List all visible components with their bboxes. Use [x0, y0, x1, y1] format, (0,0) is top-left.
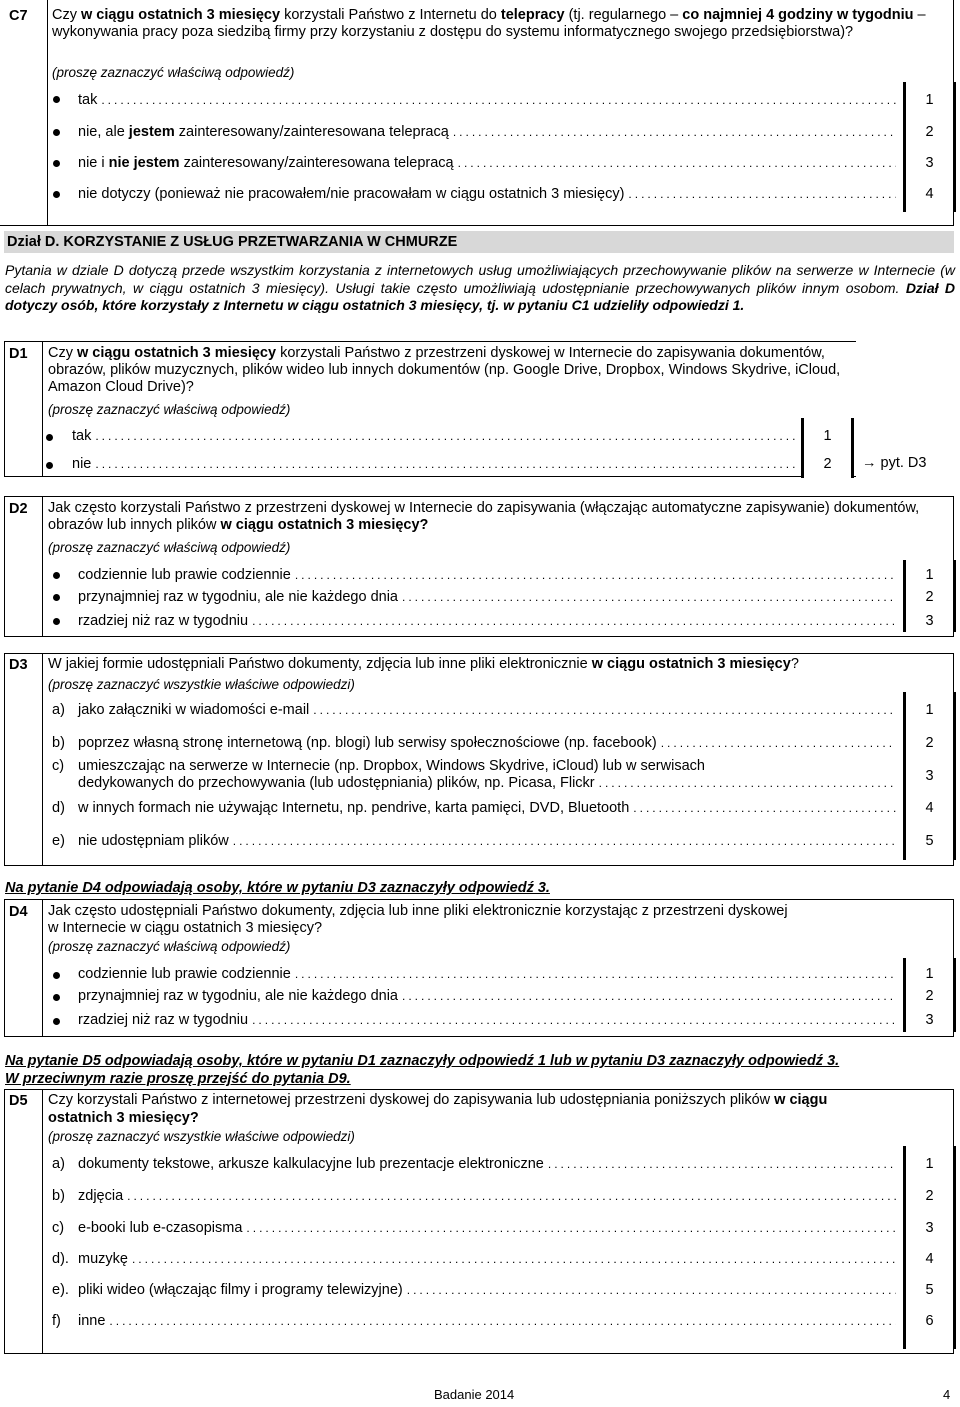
- option-row[interactable]: codziennie lub prawie codziennie .....: [78, 565, 896, 585]
- divider: [4, 1089, 954, 1090]
- divider: [4, 653, 954, 654]
- instruction-note: (proszę zaznaczyć właściwą odpowiedź): [48, 540, 291, 555]
- answer-code[interactable]: 4: [925, 1251, 934, 1267]
- filter-instruction: W przeciwnym razie proszę przejść do pytania D9.: [5, 1071, 351, 1087]
- divider: [4, 653, 5, 866]
- option-row[interactable]: nie i nie jestem zainteresowany/zainteresowana telepracą .....: [78, 153, 896, 173]
- divider: [4, 899, 954, 900]
- option-row[interactable]: d) w innych formach nie używając Internetu, np. pendrive, karta pamięci, DVD, Bluetooth .....: [52, 798, 896, 818]
- option-row[interactable]: nie .....: [72, 454, 796, 474]
- divider: [4, 1036, 954, 1037]
- bullet-icon: [53, 191, 60, 198]
- option-row[interactable]: b) poprzez własną stronę internetową (np. blogi) lub serwisy społecznościowe (np. facebook) .....: [52, 733, 896, 753]
- answer-code[interactable]: 6: [925, 1313, 934, 1329]
- divider: [4, 636, 954, 637]
- divider: [4, 899, 5, 1037]
- answer-code[interactable]: 2: [823, 456, 832, 472]
- question-id: D5: [9, 1093, 28, 1109]
- question-text: Czy korzystali Państwo z internetowej przestrzeni dyskowej do zapisywania lub udostępniania poniższych plików w ciągu: [48, 1092, 828, 1108]
- question-text: w Internecie w ciągu ostatnich 3 miesięcy?: [48, 920, 323, 936]
- answer-code[interactable]: 1: [925, 966, 934, 982]
- skip-instruction: → pyt. D3: [862, 455, 927, 471]
- option-row[interactable]: tak .....: [72, 426, 796, 446]
- question-id: D4: [9, 904, 28, 920]
- divider: [42, 899, 43, 1037]
- question-text: W jakiej formie udostępniali Państwo dokumenty, zdjęcia lub inne pliki elektronicznie w ciągu ostatnich 3 miesięcy?: [48, 656, 799, 672]
- divider: [42, 1089, 43, 1354]
- instruction-note: (proszę zaznaczyć właściwą odpowiedź): [52, 65, 295, 80]
- bullet-icon: [53, 572, 60, 579]
- bullet-icon: [46, 462, 53, 469]
- instruction-note: (proszę zaznaczyć właściwą odpowiedź): [48, 939, 291, 954]
- answer-code[interactable]: 3: [925, 155, 934, 171]
- question-text: Czy w ciągu ostatnich 3 miesięcy korzystali Państwo z przestrzeni dyskowej w Internecie do zapisywania dokumentów, obrazów, plików muzycznych, plików wideo lub innych dokumentów (np. Google Drive, Dropbox, Windows Skydrive, iCloud, Amazon Cloud Drive)?: [48, 345, 841, 395]
- question-id: D2: [9, 501, 28, 517]
- divider: [4, 496, 954, 497]
- answer-code[interactable]: 2: [925, 735, 934, 751]
- divider: [42, 341, 43, 477]
- page-number: 4: [943, 1387, 951, 1402]
- answer-code[interactable]: 4: [925, 800, 934, 816]
- divider: [4, 341, 5, 477]
- divider: [4, 1353, 954, 1354]
- divider: [4, 865, 954, 866]
- option-row[interactable]: dedykowanych do przechowywania (lub udostępniania) plików, np. Picasa, Flickr .....: [78, 773, 896, 793]
- divider: [4, 476, 856, 477]
- footer-label: Badanie 2014: [434, 1387, 515, 1402]
- option-row[interactable]: tak .....: [78, 90, 896, 110]
- divider: [0, 225, 954, 226]
- instruction-note: (proszę zaznaczyć wszystkie właściwe odpowiedzi): [48, 677, 355, 692]
- question-id: D3: [9, 657, 28, 673]
- answer-code[interactable]: 3: [925, 613, 934, 629]
- question-text: Jak często udostępniali Państwo dokumenty, zdjęcia lub inne pliki elektronicznie korzystając z przestrzeni dyskowej: [48, 903, 788, 919]
- option-row[interactable]: rzadziej niż raz w tygodniu .....: [78, 611, 896, 631]
- option-row[interactable]: e) nie udostępniam plików .....: [52, 831, 896, 851]
- option-row[interactable]: nie dotyczy (ponieważ nie pracowałem/nie pracowałam w ciągu ostatnich 3 miesięcy) .....: [78, 184, 896, 204]
- question-text: Jak często korzystali Państwo z przestrzeni dyskowej w Internecie do zapisywania (włączając automatyczne zapisywanie) dokumentów, obrazów lub innych plików w ciągu ostatnich 3 miesięcy?: [48, 500, 920, 533]
- question-text: ostatnich 3 miesięcy?: [48, 1110, 199, 1126]
- option-row[interactable]: przynajmniej raz w tygodniu, ale nie każdego dnia .....: [78, 986, 896, 1006]
- option-row[interactable]: rzadziej niż raz w tygodniu .....: [78, 1010, 896, 1030]
- option-text: c) umieszczając na serwerze w Internecie (np. Dropbox, Windows Skydrive, iCloud) lub w serwisach: [52, 758, 705, 774]
- bullet-icon: [53, 129, 60, 136]
- filter-instruction: Na pytanie D5 odpowiadają osoby, które w pytaniu D1 zaznaczyły odpowiedź 1 lub w pytaniu D3 zaznaczyły odpowiedź 3.: [5, 1053, 840, 1069]
- answer-code[interactable]: 5: [925, 1282, 934, 1298]
- section-title: Dział D. KORZYSTANIE Z USŁUG PRZETWARZANIA W CHMURZE: [7, 234, 458, 250]
- bullet-icon: [53, 96, 60, 103]
- option-row[interactable]: codziennie lub prawie codziennie .....: [78, 964, 896, 984]
- instruction-note: (proszę zaznaczyć właściwą odpowiedź): [48, 402, 291, 417]
- answer-code[interactable]: 1: [925, 92, 934, 108]
- option-row[interactable]: f) inne .....: [52, 1311, 896, 1331]
- bullet-icon: [53, 1018, 60, 1025]
- option-row[interactable]: c) e-booki lub e-czasopisma .....: [52, 1218, 896, 1238]
- option-row[interactable]: e). pliki wideo (włączając filmy i programy telewizyjne) .....: [52, 1280, 896, 1300]
- question-text: Czy w ciągu ostatnich 3 miesięcy korzystali Państwo z Internetu do telepracy (tj. regularnego – co najmniej 4 godziny w tygodniu – wykonywania pracy poza siedzibą firmy przy korzystaniu z dostępu do systemu informatycznego swojego przedsiębiorstwa)?: [52, 7, 926, 40]
- answer-code[interactable]: 1: [925, 702, 934, 718]
- bullet-icon: [53, 160, 60, 167]
- answer-code[interactable]: 1: [925, 567, 934, 583]
- divider: [42, 653, 43, 866]
- divider: [42, 496, 43, 637]
- divider: [4, 1089, 5, 1354]
- option-row[interactable]: b) zdjęcia .....: [52, 1186, 896, 1206]
- option-row[interactable]: przynajmniej raz w tygodniu, ale nie każdego dnia .....: [78, 587, 896, 607]
- answer-code[interactable]: 2: [925, 988, 934, 1004]
- answer-code[interactable]: 1: [925, 1156, 934, 1172]
- option-row[interactable]: d). muzykę .....: [52, 1249, 896, 1269]
- bullet-icon: [53, 972, 60, 979]
- answer-code[interactable]: 1: [823, 428, 832, 444]
- answer-code[interactable]: 2: [925, 124, 934, 140]
- divider: [4, 341, 856, 342]
- answer-code[interactable]: 3: [925, 768, 934, 784]
- filter-instruction: Na pytanie D4 odpowiadają osoby, które w pytaniu D3 zaznaczyły odpowiedź 3.: [5, 880, 550, 896]
- divider: [47, 0, 48, 226]
- bullet-icon: [53, 994, 60, 1001]
- question-id: D1: [9, 346, 28, 362]
- question-id: C7: [9, 8, 28, 24]
- option-row[interactable]: a) jako załączniki w wiadomości e-mail .....: [52, 700, 896, 720]
- bullet-icon: [46, 434, 53, 441]
- answer-code[interactable]: 2: [925, 589, 934, 605]
- answer-code[interactable]: 2: [925, 1188, 934, 1204]
- answer-code[interactable]: 3: [925, 1012, 934, 1028]
- answer-code[interactable]: 5: [925, 833, 934, 849]
- option-row[interactable]: nie, ale jestem zainteresowany/zainteresowana telepracą .....: [78, 122, 896, 142]
- answer-code[interactable]: 3: [925, 1220, 934, 1236]
- answer-code[interactable]: 4: [925, 186, 934, 202]
- bullet-icon: [53, 594, 60, 601]
- section-intro: Pytania w dziale D dotyczą przede wszystkim korzystania z internetowych usług umożliwiających przechowywanie plików na serwerze w Internecie (w celach prywatnych, w ciągu ostatnich 3 miesięcy). Usługi takie często umożliwiają udostępnianie przechowywanych plików innym osobom. Dział D dotyczy osób, które korzystały z Internetu w ciągu ostatnich 3 miesięcy, tj. w pytaniu C1 udzieliły odpowiedzi 1.: [5, 262, 955, 313]
- divider: [4, 496, 5, 637]
- bullet-icon: [53, 618, 60, 625]
- option-row[interactable]: a) dokumenty tekstowe, arkusze kalkulacyjne lub prezentacje elektroniczne .....: [52, 1154, 896, 1174]
- instruction-note: (proszę zaznaczyć wszystkie właściwe odpowiedzi): [48, 1129, 355, 1144]
